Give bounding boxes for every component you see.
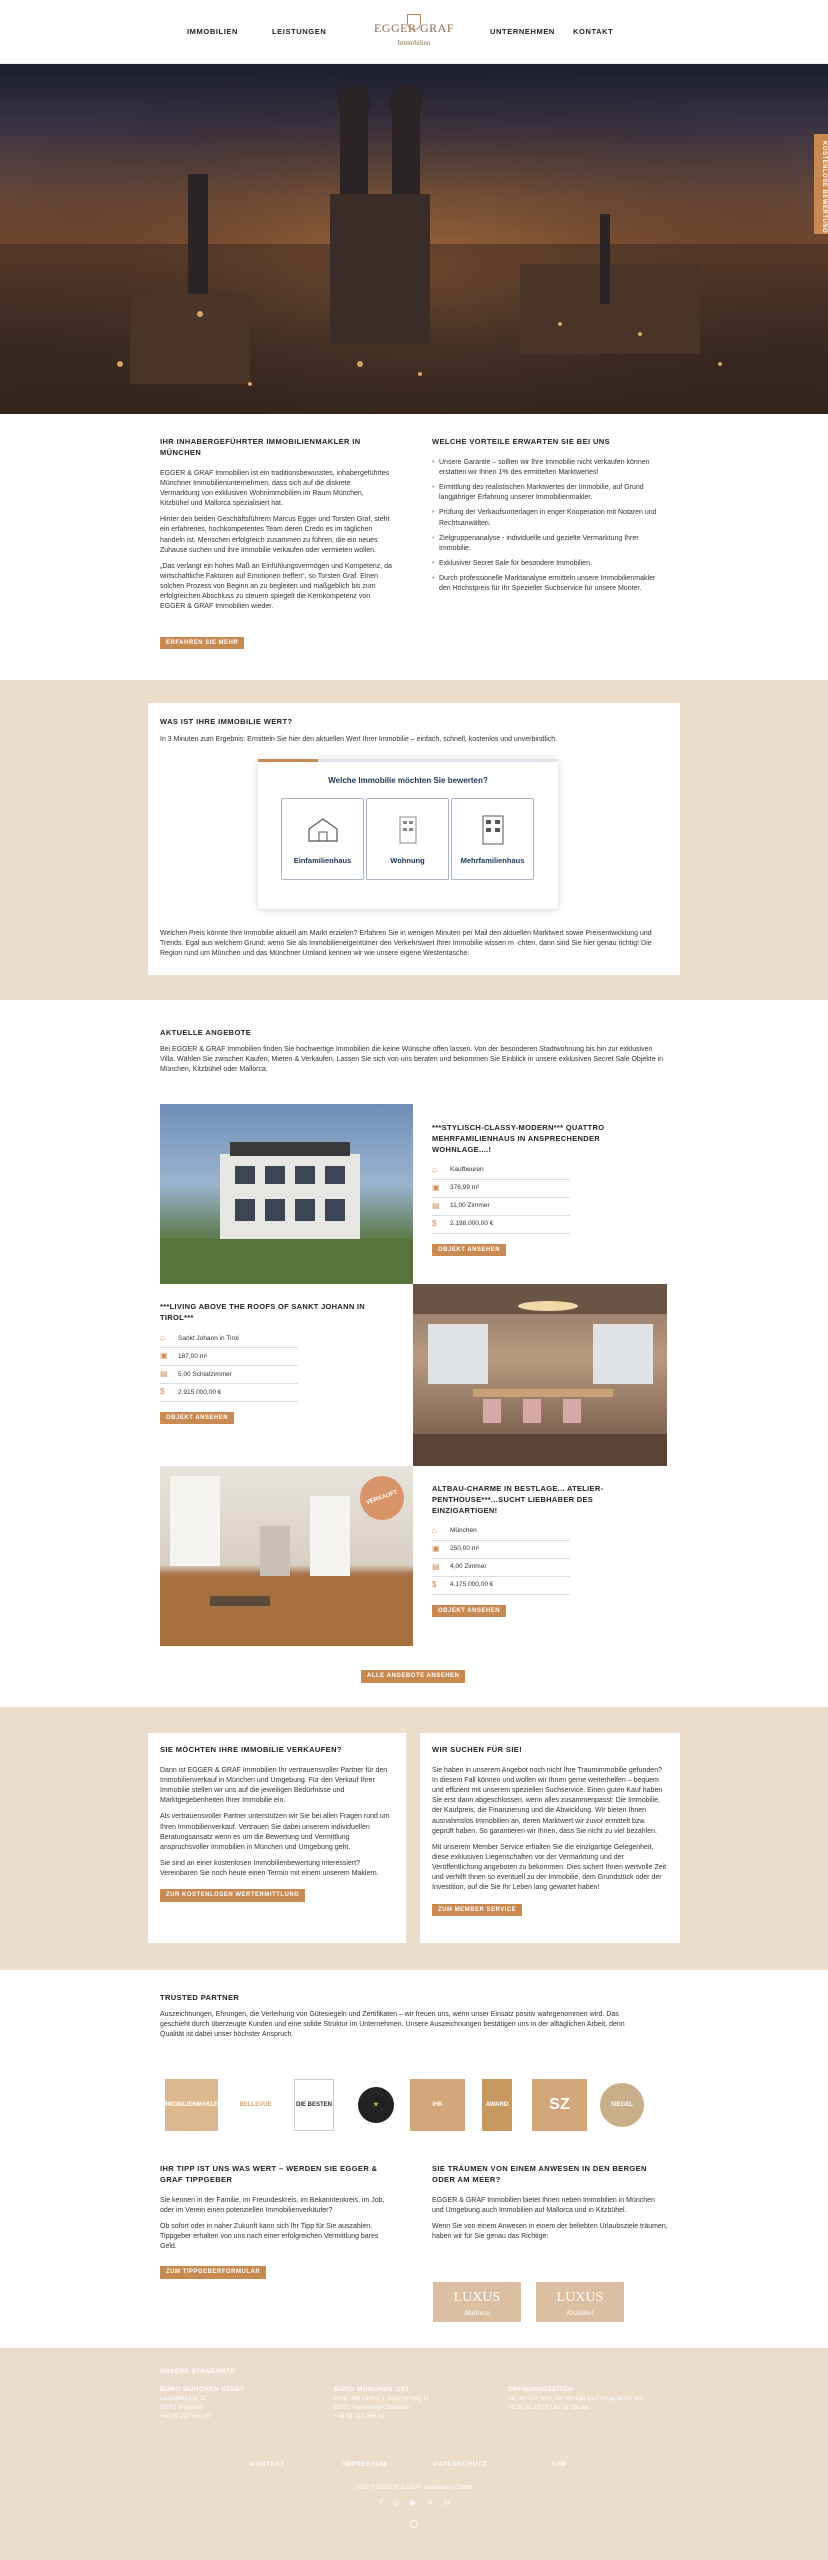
property-price: $ 2.915.000,00 € bbox=[160, 1384, 298, 1402]
search-title: WIR SUCHEN FÜR SIE! bbox=[432, 1745, 523, 1754]
facebook-icon[interactable]: f bbox=[380, 2498, 383, 2507]
mountains-paragraph: EGGER & GRAF Immobilien bietet Ihnen neben Immobilien in München und Umgebung auch Immobilien auf Mallorca und in Kitzbühel. bbox=[432, 2196, 655, 2214]
tip-section bbox=[160, 2164, 395, 2279]
footer-location-1: BÜRO MÜNCHEN STADT Leopoldstraße 11 80802 München +49 89 217 466 30 bbox=[160, 2386, 245, 2420]
footer-link-datenschutz[interactable]: DATENSCHUTZ bbox=[433, 2461, 487, 2468]
area-icon: ▣ bbox=[160, 1351, 168, 1361]
benefits-title: WELCHE VORTEILE ERWARTEN SIE BEI UNS bbox=[432, 437, 611, 446]
property-location: ⌂ Sankt Johann in Tirol bbox=[160, 1330, 298, 1348]
award-logo: ★ bbox=[358, 2087, 394, 2123]
offers-title: AKTUELLE ANGEBOTE bbox=[160, 1028, 252, 1037]
intro-paragraph: „Das verlangt ein hohes Maß an Einfühlungsvermögen und Kompetenz, da wirtschaftliche Faktoren auf Emotionen treffen“, so Torsten Graf. Einen solchen Prozess von Beginn an zu begleiten und maßgeblich bis zum erfolgreichen Abschluss zu steuern spiegelt die Kernkompetenz von EGGER & GRAF Immobilien wieder. bbox=[160, 562, 392, 611]
intro-left bbox=[160, 437, 392, 649]
sell-paragraph: Als vertrauensvoller Partner unterstützen wir Sie bei allen Fragen rund um Ihren Immobilienverkauf. Vertrauen Sie dabei unserem individuellen Beratungsansatz wenn es um die Bewertung und Vermittlung anspruchsvoller Immobilien in München und Umgebung geht. bbox=[160, 1813, 390, 1851]
intro-paragraph: Hinter den beiden Geschäftsführern Marcus Egger und Torsten Graf, steht ein erfahrenes, hochkompetentes Team deren Credo es im täglichen handeln ist, Menschen erfolgreich zusammen zu führen, die ein neues Zuhause suchen und ihre Immobilie verkaufen oder vermieten wollen. bbox=[160, 516, 390, 554]
option-mehrfamilienhaus[interactable]: Mehrfamilienhaus bbox=[451, 798, 534, 880]
property-rooms: ▤ 4,00 Zimmer bbox=[432, 1559, 570, 1577]
rooms-icon: ▤ bbox=[432, 1562, 440, 1572]
progress-fill bbox=[258, 759, 318, 762]
search-paragraph: Sie haben in unserem Angebot noch nicht Ihre Traumimmobilie gefunden? In diesem Fall können und wollen wir Ihnen gerne weiterhelfen – bequem und effizient mit unserem speziellen Suchservice. Einen guten Kauf haben Sie erst dann abgeschlossen, wenn alles zusammenpasst: Die Immobilie, der Kaufpreis, die Finanzierung und die Abwicklung. Wir bieten Ihnen ausnahmslos Immobilien an, deren Marktwert wir zuvor ermittelt bzw. geprüft haben. So garantieren wir Ihnen, dass Sie nicht zu viel bezahlen. bbox=[432, 1766, 663, 1835]
property-area: ▣ 250,00 m² bbox=[432, 1541, 570, 1559]
hero-city-night-image bbox=[0, 64, 828, 414]
price-icon: $ bbox=[160, 1387, 165, 1397]
logo[interactable] bbox=[364, 14, 464, 49]
price-icon: $ bbox=[432, 1219, 437, 1229]
option-wohnung[interactable]: Wohnung bbox=[366, 798, 449, 880]
footer-link-agb[interactable]: AGB bbox=[551, 2461, 567, 2468]
youtube-icon[interactable]: ▶ bbox=[410, 2498, 417, 2507]
price-icon: $ bbox=[432, 1580, 437, 1590]
intro-paragraph: EGGER & GRAF Immobilien ist ein traditionsbewusstes, inhabergeführtes Münchner Immobilienunternehmen, dass sich auf die diskrete Vermarktung von exklusiven Wohnimmobilien im Raum München, Kitzbühel und Mallorca spezialisiert hat. bbox=[160, 469, 390, 508]
nav-kontakt[interactable]: KONTAKT bbox=[573, 27, 614, 36]
logo-title: EGGER GRAF bbox=[373, 21, 454, 35]
rooms-icon: ▤ bbox=[160, 1369, 168, 1379]
valuation-card bbox=[148, 703, 680, 975]
footer-location-2: BÜRO MÜNCHEN OST Unter den Linden 1 (Lärchenweg 1) 85521 Riemerling-Ottobrunn +49 89 217 466 30 bbox=[334, 2386, 429, 2420]
tip-title: IHR TIPP IST UNS WAS WERT – WERDEN SIE EGGER & GRAF TIPPGEBER bbox=[160, 2164, 378, 2184]
services-section bbox=[0, 1707, 828, 1970]
view-object-button[interactable]: OBJEKT ANSEHEN bbox=[432, 1244, 506, 1257]
list-item: • Prüfung der Verkaufsunterlagen in enger Kooperation mit Notaren und Rechtsanwälten. bbox=[432, 508, 668, 528]
modern-house-image bbox=[160, 1104, 413, 1284]
property-title: ALTBAU-CHARME IN BESTLAGE... ATELIER-PENTHOUSE***...SUCHT LIEBHABER DES EINZIGARTIGEN! bbox=[432, 1484, 604, 1515]
logo-emblem-icon bbox=[407, 14, 421, 30]
property-info-3 bbox=[432, 1484, 652, 1617]
view-object-button[interactable]: OBJEKT ANSEHEN bbox=[432, 1605, 506, 1618]
search-paragraph: Mit unserem Member Service erhalten Sie die einzigartige Gelegenheit, diese exklusiven Liegenschaften vor der Vermarktung und der Veröffentlichung angeboten zu bekommen. Dies sichert Ihnen wertvolle Zeit und verhilft Ihnen so eventuell zu der Immobilie, dem Grundstück oder der Investition, auf die Sie Ihr Leben lang gewartet haben! bbox=[432, 1843, 667, 1892]
rooms-icon: ▤ bbox=[432, 1201, 440, 1211]
site-footer bbox=[0, 2348, 828, 2560]
view-object-button[interactable]: OBJEKT ANSEHEN bbox=[160, 1412, 234, 1425]
learn-more-button[interactable]: ERFAHREN SIE MEHR bbox=[160, 637, 244, 650]
logo-subtitle: Immobilien bbox=[397, 39, 431, 48]
location-icon: ⌂ bbox=[160, 1333, 165, 1343]
location-icon: ⌂ bbox=[432, 1165, 437, 1175]
sell-paragraph: Dann ist EGGER & GRAF Immobilien Ihr vertrauensvoller Partner für den Immobilienverkauf in München und Umgebung. Für den Verkauf Ihrer Immobilie stellen wir uns auf die jeweiligen Bedürfnisse und Marktgegebenheiten Ihrer Immobilie ein. bbox=[160, 1766, 388, 1805]
tipster-form-button[interactable]: ZUM TIPPGEBERFORMULAR bbox=[160, 2266, 266, 2279]
site-header bbox=[0, 0, 828, 64]
benefits-list bbox=[432, 458, 668, 595]
property-image-1[interactable] bbox=[160, 1104, 413, 1284]
partner-title: TRUSTED PARTNER bbox=[160, 1993, 240, 2002]
member-service-button[interactable]: ZUM MEMBER SERVICE bbox=[432, 1904, 522, 1917]
nav-leistungen[interactable]: LEISTUNGEN bbox=[272, 27, 327, 36]
property-rooms: ▤ 5,00 Schlafzimmer bbox=[160, 1366, 298, 1384]
nav-unternehmen[interactable]: UNTERNEHMEN bbox=[490, 27, 555, 36]
mountains-paragraph: Wenn Sie von einem Anwesen in einem der beliebten Urlaubsziele träumen, haben wir für Sie genau das Richtige: bbox=[432, 2223, 668, 2241]
luxus-kitzbuehel-logo[interactable]: LUXUS Kitzbühel bbox=[536, 2282, 624, 2322]
property-info-1 bbox=[432, 1123, 652, 1256]
valuation-footer-text: Welchen Preis könnte Ihre Immobilie aktuell am Markt erzielen? Erfahren Sie in wenigen Minuten per Mail den aktuellen Marktwert sowie Preisentwicklung und Trends. Egal aus welchem Grund: wenn Sie als Immobilieneigentümer den Verkehrswert Ihrer Immobilie wissen m ·chten, dann sind Sie hier genau richtig! Die Region rund um München und das Münchner Umland kennen wir wie unsere eigene Westentasche. bbox=[160, 930, 652, 958]
property-area: ▣ 376,99 m² bbox=[432, 1180, 570, 1198]
intro-title: IHR INHABERGEFÜHRTER IMMOBILIENMAKLER IN MÜNCHEN bbox=[160, 437, 361, 457]
list-item: • Ermittlung des realistischen Marktwertes der Immobilie, auf Grund langjähriger Erfahrung unserer Immobilienmakler. bbox=[432, 483, 668, 503]
sell-card bbox=[148, 1733, 406, 1943]
property-location: ⌂ München bbox=[432, 1523, 570, 1541]
option-einfamilienhaus[interactable]: Einfamilienhaus bbox=[281, 798, 364, 880]
house-icon bbox=[303, 813, 343, 845]
valuation-side-tab[interactable]: KOSTENLOSE BEWERTUNG bbox=[814, 134, 828, 234]
award-logo: IHK bbox=[410, 2079, 465, 2131]
instagram-icon[interactable]: ◎ bbox=[392, 2498, 400, 2507]
property-info-2 bbox=[160, 1302, 380, 1424]
area-icon: ▣ bbox=[432, 1544, 440, 1554]
free-valuation-button[interactable]: ZUR KOSTENLOSEN WERTERMITTLUNG bbox=[160, 1889, 305, 1902]
property-rooms: ▤ 11,00 Zimmer bbox=[432, 1198, 570, 1216]
all-offers-button[interactable]: ALLE ANGEBOTE ANSEHEN bbox=[361, 1670, 465, 1683]
award-logo: AWARD bbox=[482, 2079, 512, 2131]
mountains-section bbox=[432, 2164, 668, 2248]
partner-text: Auszeichnungen, Ehrungen, die Verleihung von Gütesiegeln und Zertifikaten – wir freuen uns, wenn unser Einsatz positiv wahrgenommen wird. Das geschieht durch überzeugte Kunden und eine solide Struktur im Unternehmen. Unsere Auszeichnungen bestätigen uns in der alltäglichen Arbeit, denn Qualität ist dabei unser höchster Anspruch. bbox=[160, 2011, 625, 2039]
valuation-title: WAS IST IHRE IMMOBILIE WERT? bbox=[160, 717, 293, 726]
property-price: $ 4.175.000,00 € bbox=[432, 1577, 570, 1595]
award-logo: SIEGEL bbox=[600, 2083, 644, 2127]
location-icon: ⌂ bbox=[432, 1526, 437, 1536]
linkedin-icon[interactable]: in bbox=[443, 2498, 450, 2507]
hero-image bbox=[0, 64, 828, 414]
scroll-top-icon[interactable] bbox=[410, 2520, 418, 2528]
sell-paragraph: Sie sind an einer kostenlosen Immobilienbewertung interessiert? Vereinbaren Sie noch heute einen Termin mit einem unserem Maklern. bbox=[160, 1860, 379, 1878]
award-logo: BELLEVUE bbox=[239, 2101, 272, 2108]
footer-hours: ÖFFNUNGSZEITEN Mit uns nur nach von Montag bis Freitag durch von 08:00 bis 19:00 Uhr für Sie da. bbox=[508, 2386, 644, 2411]
property-price: $ 2.198.000,00 € bbox=[432, 1216, 570, 1234]
building-icon bbox=[473, 813, 513, 845]
award-logo: SZ bbox=[532, 2079, 587, 2131]
living-room-image bbox=[413, 1284, 667, 1466]
award-logo: DIE BESTEN bbox=[294, 2079, 334, 2131]
list-item: • Unsere Garantie – sollten wir Ihre Immobilie nicht verkaufen können erstatten wir Ihnen 1% des ermittelten Marktwertes! bbox=[432, 458, 668, 478]
mountains-title: SIE TRÄUMEN VON EINEM ANWESEN IN DEN BERGEN ODER AM MEER? bbox=[432, 2164, 647, 2184]
apartment-icon bbox=[388, 813, 428, 845]
property-image-2[interactable] bbox=[413, 1284, 667, 1466]
footer-link-impressum[interactable]: IMPRESSUM bbox=[343, 2461, 387, 2468]
x-icon[interactable]: ✕ bbox=[426, 2498, 434, 2507]
search-card bbox=[420, 1733, 680, 1943]
area-icon: ▣ bbox=[432, 1183, 440, 1193]
property-area: ▣ 187,00 m² bbox=[160, 1348, 298, 1366]
tip-paragraph: Sie kennen in der Familie, im Freundeskreis, im Bekanntenkreis, im Job, oder im Verein einen potenziellen Immobilienverkäufer? bbox=[160, 2196, 385, 2214]
valuation-question: Welche Immobilie möchten Sie bewerten? bbox=[328, 776, 488, 785]
sold-badge: VERKAUFT bbox=[354, 1470, 410, 1526]
list-item: • Durch professionelle Marktanalyse ermitteln unsere Immobilienmakler den Höchstpreis für Ihr Spezieller Suchservice für unsere Monter. bbox=[432, 574, 668, 594]
tip-paragraph: Ob sofort oder in naher Zukunft kann sich Ihr Tipp für Sie auszahlen. Tippgeber erhalten von uns nach einer erfolgreichen Vermittlung bares Geld. bbox=[160, 2223, 379, 2251]
property-image-3[interactable] bbox=[160, 1466, 413, 1646]
social-links bbox=[380, 2497, 450, 2509]
property-location: ⌂ Kaufbeuren bbox=[432, 1162, 570, 1180]
sell-title: SIE MÖCHTEN IHRE IMMOBILIE VERKAUFEN? bbox=[160, 1745, 342, 1754]
valuation-subtitle: In 3 Minuten zum Ergebnis: Ermitteln Sie hier den aktuellen Wert Ihrer Immobilie – einfach, schnell, kostenlos und unverbindlich. bbox=[160, 736, 558, 743]
list-item: • Exklusiver Secret Sale für besondere Immobilien. bbox=[432, 559, 668, 569]
offers-intro: Bei EGGER & GRAF Immobilien finden Sie hochwertige Immobilien die keine Wünsche offen lassen. Von der besonderen Stadtwohnung bis hin zur exklusiven Villa. Wählen Sie zwischen Kaufen, Mieten & Verkaufen. Lassen Sie sich von uns beraten und bekommen Sie Einblick in unsere exklusiven Secret Sale Objekte in München, Kitzbühel oder Mallorca. bbox=[160, 1046, 663, 1074]
footer-heading: UNSERE STANDORTE bbox=[160, 2368, 236, 2375]
valuation-widget bbox=[258, 759, 558, 909]
property-title: ***LIVING ABOVE THE ROOFS OF SANKT JOHANN IN TIROL*** bbox=[160, 1302, 366, 1322]
footer-link-kontakt[interactable]: KONTAKT bbox=[250, 2461, 285, 2468]
award-logo: IMMOBILIENMAKLER bbox=[165, 2079, 218, 2131]
nav-immobilien[interactable]: IMMOBILIEN bbox=[187, 27, 238, 36]
list-item: • Zielgruppenanalyse - individuelle und gezielte Vermarktung Ihrer Immobilie. bbox=[432, 534, 668, 554]
intro-right bbox=[432, 437, 668, 599]
copyright: 2022 © EGGER & GRAF Immobilien GmbH bbox=[355, 2485, 473, 2491]
property-title: ***STYLISCH-CLASSY-MODERN*** QUATTRO MEHRFAMILIENHAUS IN ANSPRECHENDER WOHNLAGE....! bbox=[432, 1123, 605, 1154]
luxus-mallorca-logo[interactable]: LUXUS Mallorca bbox=[433, 2282, 521, 2322]
